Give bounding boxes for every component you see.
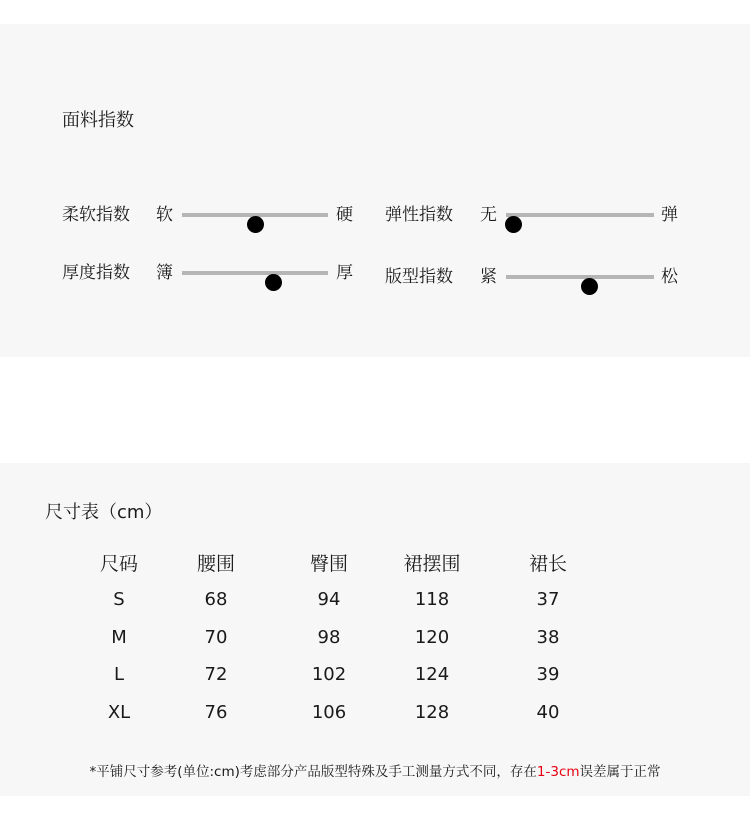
measurement-note — [0, 760, 750, 780]
slider-row-thickness — [62, 261, 358, 285]
softness-slider-knob — [247, 216, 264, 233]
cell-hem: 124 — [414, 664, 450, 686]
cell-length: 38 — [536, 626, 560, 648]
thickness-slider-knob — [265, 274, 282, 291]
fit-slider-knob — [581, 278, 598, 295]
cell-size: L — [113, 664, 125, 686]
cell-hem: 118 — [414, 589, 450, 611]
cell-size: S — [113, 589, 125, 611]
size-chart-panel — [0, 463, 750, 796]
cell-length: 40 — [536, 701, 560, 723]
cell-size: M — [111, 626, 127, 648]
table-row — [62, 656, 634, 694]
elasticity-high-label: 弹 — [661, 205, 678, 225]
cell-hip: 98 — [317, 626, 341, 648]
cell-hem: 128 — [414, 701, 450, 723]
elasticity-slider-track — [506, 213, 654, 217]
thickness-high-label: 厚 — [336, 263, 353, 283]
size-table — [62, 543, 634, 731]
cell-hip: 94 — [317, 589, 341, 611]
fit-slider-track — [506, 275, 654, 279]
header-waist: 腰围 — [196, 552, 235, 575]
cell-waist: 70 — [204, 626, 228, 648]
header-hem: 裙摆围 — [403, 552, 461, 575]
note-tolerance: 1-3cm — [536, 764, 580, 780]
fabric-index-title: 面料指数 — [62, 110, 134, 131]
softness-low-label: 软 — [156, 205, 173, 225]
cell-waist: 72 — [204, 664, 228, 686]
thickness-label: 厚度指数 — [62, 263, 130, 283]
slider-row-elasticity — [385, 203, 685, 227]
softness-high-label: 硬 — [336, 205, 353, 225]
table-row — [62, 619, 634, 657]
note-suffix: 误差属于正常 — [579, 764, 661, 780]
elasticity-label: 弹性指数 — [385, 205, 453, 225]
fit-high-label: 松 — [661, 267, 678, 287]
header-length: 裙长 — [528, 552, 567, 575]
table-row — [62, 694, 634, 732]
elasticity-slider-knob — [505, 216, 522, 233]
elasticity-low-label: 无 — [480, 205, 497, 225]
cell-hem: 120 — [414, 626, 450, 648]
cell-waist: 68 — [204, 589, 228, 611]
header-hip: 臀围 — [309, 552, 348, 575]
cell-length: 39 — [536, 664, 560, 686]
cell-waist: 76 — [204, 701, 228, 723]
cell-hip: 106 — [311, 701, 347, 723]
fit-label: 版型指数 — [385, 267, 453, 287]
thickness-slider-track — [182, 271, 328, 275]
size-chart-title: 尺寸表（cm） — [45, 502, 163, 523]
cell-size: XL — [107, 701, 131, 723]
slider-row-softness — [62, 203, 358, 227]
size-table-header-row — [62, 543, 634, 581]
table-row — [62, 581, 634, 619]
fit-low-label: 紧 — [480, 267, 497, 287]
softness-slider-track — [182, 213, 328, 217]
thickness-low-label: 簿 — [156, 263, 173, 283]
note-prefix: *平铺尺寸参考(单位:cm)考虑部分产品版型特殊及手工测量方式不同，存在 — [89, 764, 537, 780]
cell-hip: 102 — [311, 664, 347, 686]
softness-label: 柔软指数 — [62, 205, 130, 225]
header-size: 尺码 — [99, 552, 138, 575]
slider-row-fit — [385, 265, 685, 289]
cell-length: 37 — [536, 589, 560, 611]
fabric-index-panel — [0, 24, 750, 357]
